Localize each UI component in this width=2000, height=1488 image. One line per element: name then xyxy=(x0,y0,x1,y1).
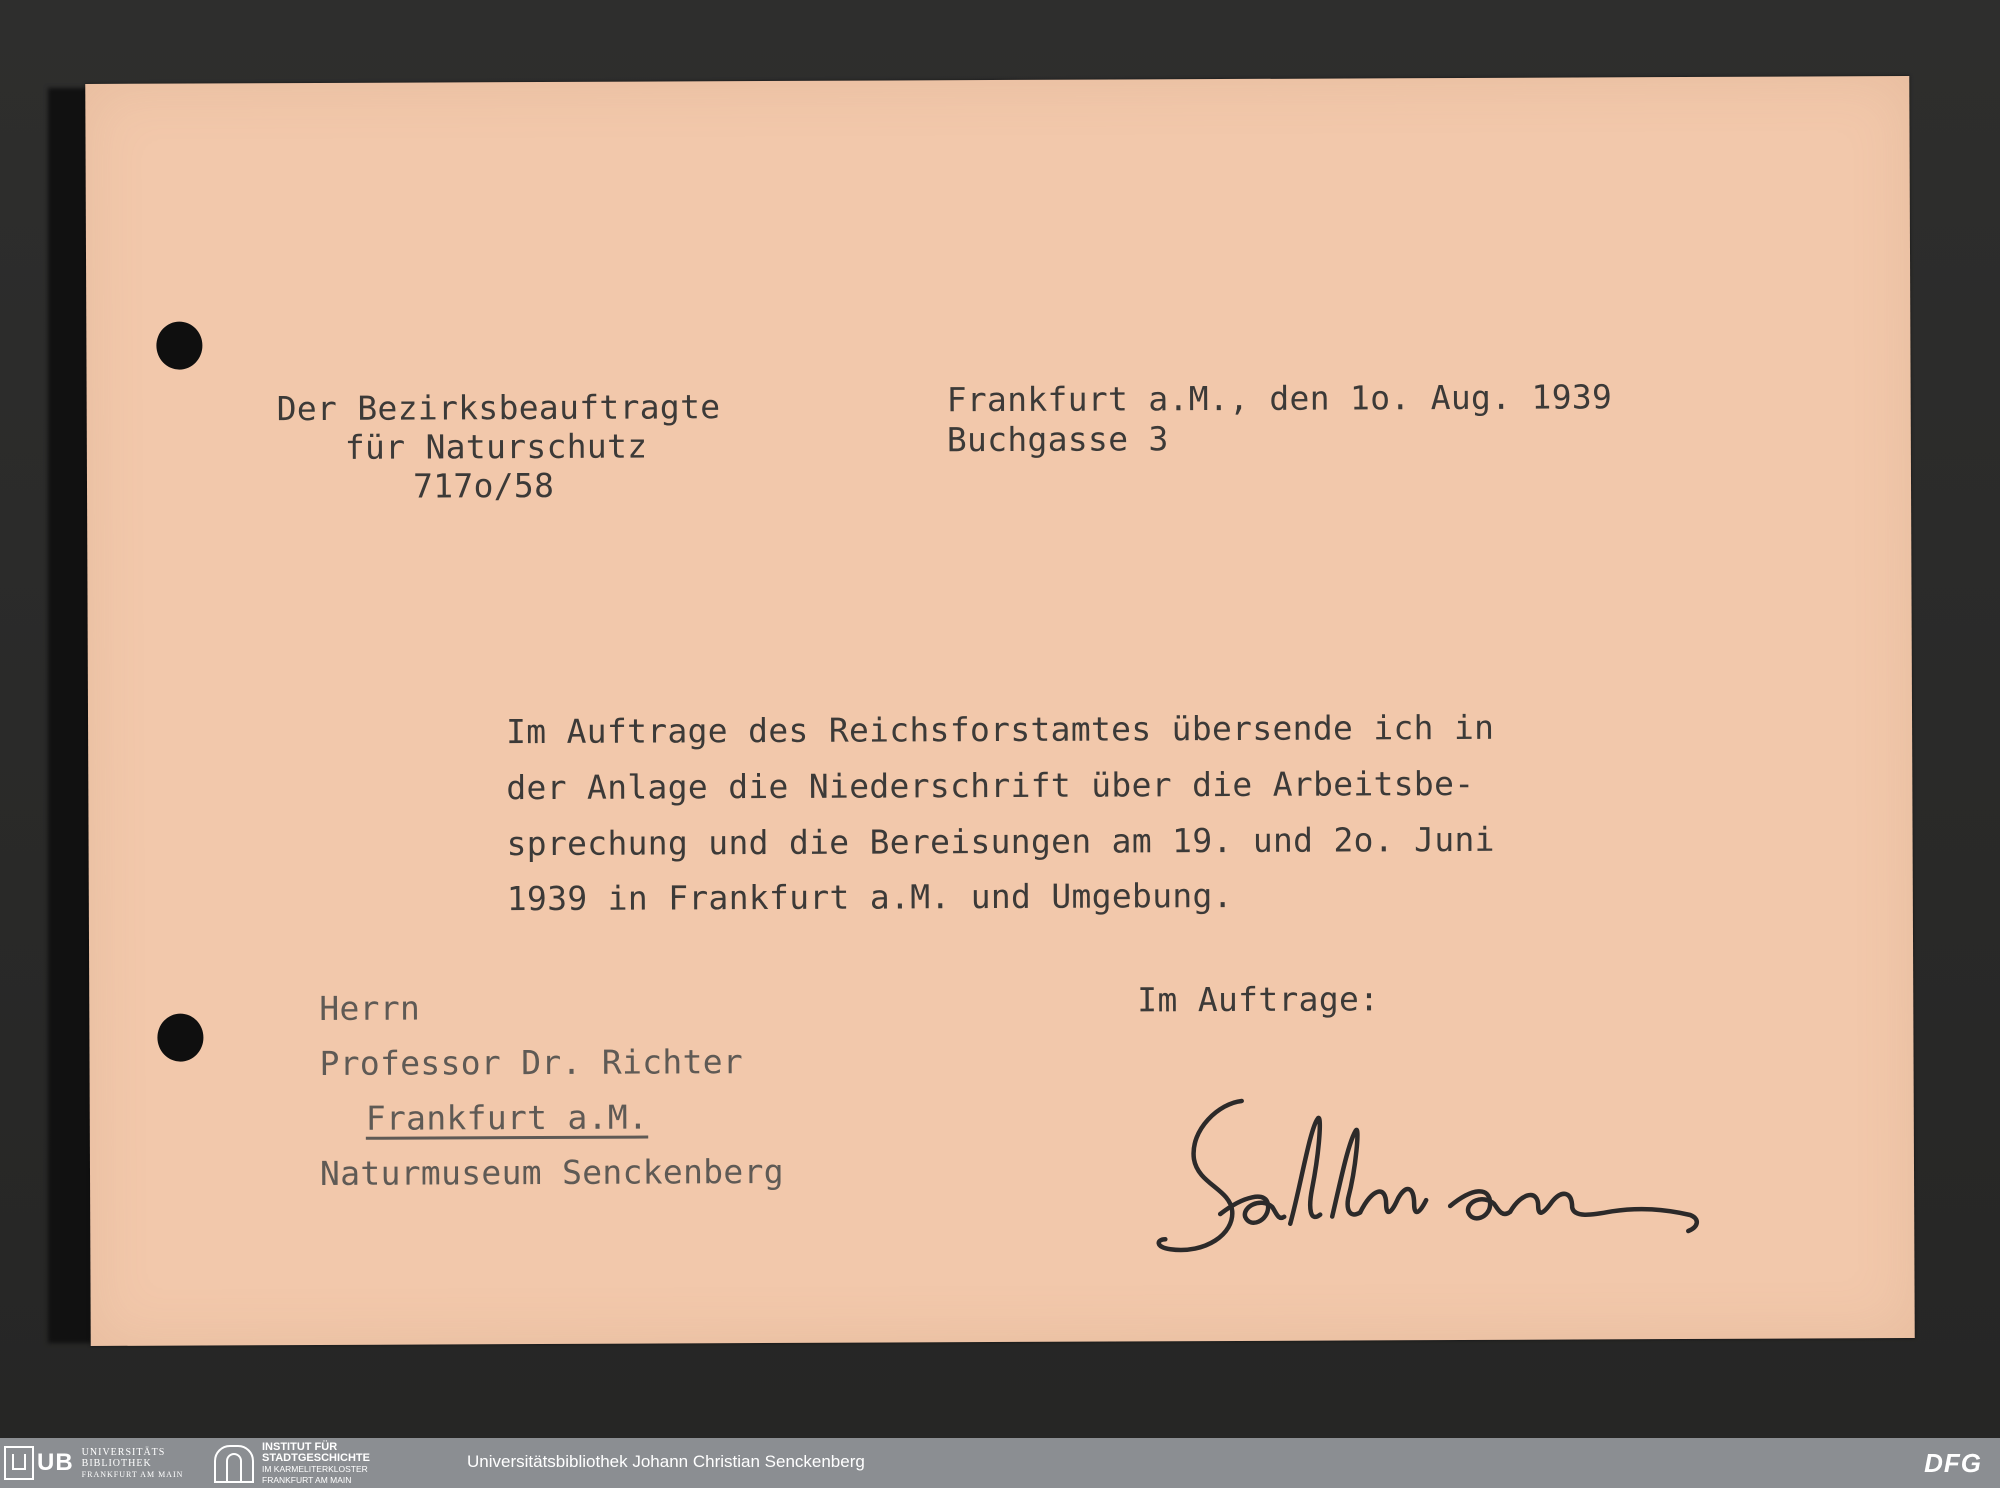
body-line-3: sprechung und die Bereisungen am 19. und 2o. Juni xyxy=(506,819,1495,864)
isg-wordmark xyxy=(262,1442,370,1486)
isg-logo[interactable] xyxy=(214,1441,370,1485)
sender-line-2: für Naturschutz xyxy=(344,426,648,467)
body-line-1: Im Auftrage des Reichsforstamtes übersende ich in xyxy=(506,707,1495,752)
place-date: Frankfurt a.M., den 1o. Aug. 1939 xyxy=(946,377,1613,420)
punch-hole-top xyxy=(156,321,202,369)
sender-line-1: Der Bezirksbeauftragte xyxy=(276,387,721,429)
street-address: Buchgasse 3 xyxy=(946,419,1169,460)
sender-reference: 717o/58 xyxy=(412,465,555,506)
handwritten-signature xyxy=(1150,1087,1731,1265)
recipient-institution: Naturmuseum Senckenberg xyxy=(319,1151,784,1193)
ub-line-1: UNIVERSITÄTS xyxy=(81,1446,166,1458)
recipient-name: Professor Dr. Richter xyxy=(319,1042,744,1083)
ub-letters: UB xyxy=(37,1449,74,1476)
footer-caption: Universitätsbibliothek Johann Christian Senckenberg xyxy=(467,1452,865,1471)
ub-line-2: BIBLIOTHEK xyxy=(81,1457,152,1469)
recipient-city: Frankfurt a.M. xyxy=(365,1097,649,1138)
isg-line-4: FRANKFURT AM MAIN xyxy=(262,1475,352,1485)
closing-phrase: Im Auftrage: xyxy=(1137,979,1380,1020)
ub-wordmark xyxy=(82,1447,184,1480)
ub-line-3: FRANKFURT AM MAIN xyxy=(81,1469,184,1479)
footer-bar xyxy=(0,1438,2000,1488)
ub-emblem-icon xyxy=(4,1446,34,1480)
body-line-2: der Anlage die Niederschrift über die Arbeitsbe- xyxy=(506,763,1475,808)
recipient-salutation: Herrn xyxy=(319,988,421,1028)
isg-line-3: IM KARMELITERKLOSTER xyxy=(262,1464,368,1474)
letter-paper xyxy=(85,76,1914,1346)
dfg-logo[interactable]: DFG xyxy=(1924,1448,1982,1478)
isg-line-1: INSTITUT FÜR xyxy=(262,1441,338,1453)
isg-line-2: STADTGESCHICHTE xyxy=(262,1452,370,1464)
body-line-4: 1939 in Frankfurt a.M. und Umgebung. xyxy=(506,875,1233,919)
ub-logo[interactable] xyxy=(4,1446,183,1480)
arch-icon xyxy=(214,1445,254,1483)
punch-hole-bottom xyxy=(157,1013,203,1061)
